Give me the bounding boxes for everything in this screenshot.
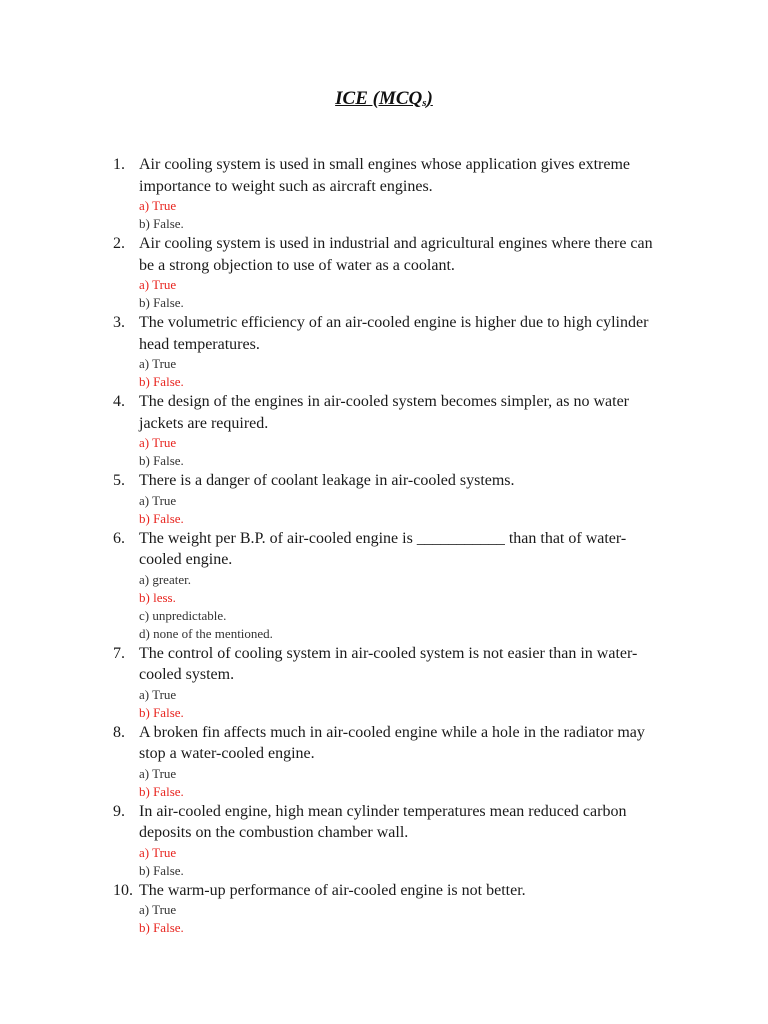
question-number: 6. [113,529,125,547]
question-item [0,154,768,233]
question-text: The volumetric efficiency of an air-cooled engine is higher due to high cylinder head temperatures. [139,314,649,353]
question-number: 2. [113,235,125,252]
question-number: 9. [113,802,125,820]
question-text: The control of cooling system in air-cooled system is not easier than in water-cooled system. [139,644,638,683]
title-close: ) [426,88,433,109]
question-number: 5. [113,472,125,489]
question-item [0,391,768,470]
question-list [0,154,768,937]
question-item [0,470,768,528]
question-text: The warm-up performance of air-cooled engine is not better. [139,881,526,899]
answer-option-correct: b) False. [139,704,184,720]
answer-option: b) False. [139,216,184,231]
answer-option-correct: a) True [139,198,177,213]
question-number: 10. [113,881,133,899]
question-item [0,643,768,722]
question-item [0,722,768,801]
question-number: 7. [113,644,125,662]
answer-option: b) False. [139,295,184,310]
question-item [0,312,768,391]
title-subscript: s [422,97,427,109]
question-text: In air-cooled engine, high mean cylinder temperatures mean reduced carbon deposits on the combustion chamber wall. [139,802,627,841]
answer-option: a) True [139,765,177,781]
answer-option-correct: b) False. [139,374,184,389]
question-text: The design of the engines in air-cooled system becomes simpler, as no water jackets are required. [139,393,630,432]
question-number: 8. [113,723,125,741]
answer-option: a) True [139,902,177,917]
title-main: ICE (MCQ [335,88,423,109]
answer-option-correct: b) less. [139,589,176,605]
question-item [0,528,768,643]
answer-option: a) greater. [139,571,191,587]
answer-option-correct: b) False. [139,920,184,935]
question-text: Air cooling system is used in industrial and agricultural engines where there can be a strong objection to use of water as a coolant. [139,235,653,274]
answer-option: c) unpredictable. [139,607,227,623]
question-text: Air cooling system is used in small engines whose application gives extreme importance to weight such as aircraft engines. [139,156,631,195]
answer-option: d) none of the mentioned. [139,625,273,641]
question-text: The weight per B.P. of air-cooled engine is ___________ than that of water-cooled engine. [139,529,627,568]
question-item [0,233,768,312]
page-title [0,88,768,110]
answer-option: b) False. [139,862,184,878]
answer-option-correct: a) True [139,844,177,860]
question-text: A broken fin affects much in air-cooled engine while a hole in the radiator may stop a water-cooled engine. [139,723,645,762]
answer-option-correct: a) True [139,435,177,450]
answer-option-correct: b) False. [139,510,184,526]
question-number: 4. [113,393,125,410]
question-number: 3. [113,314,125,331]
answer-option-correct: a) True [139,277,177,292]
question-text: There is a danger of coolant leakage in air-cooled systems. [139,472,515,489]
answer-option-correct: b) False. [139,783,184,799]
answer-option: a) True [139,492,177,508]
answer-option: a) True [139,686,177,702]
answer-option: a) True [139,356,177,371]
question-number: 1. [113,156,125,173]
answer-option: b) False. [139,453,184,468]
question-item [0,880,768,938]
question-item [0,801,768,880]
